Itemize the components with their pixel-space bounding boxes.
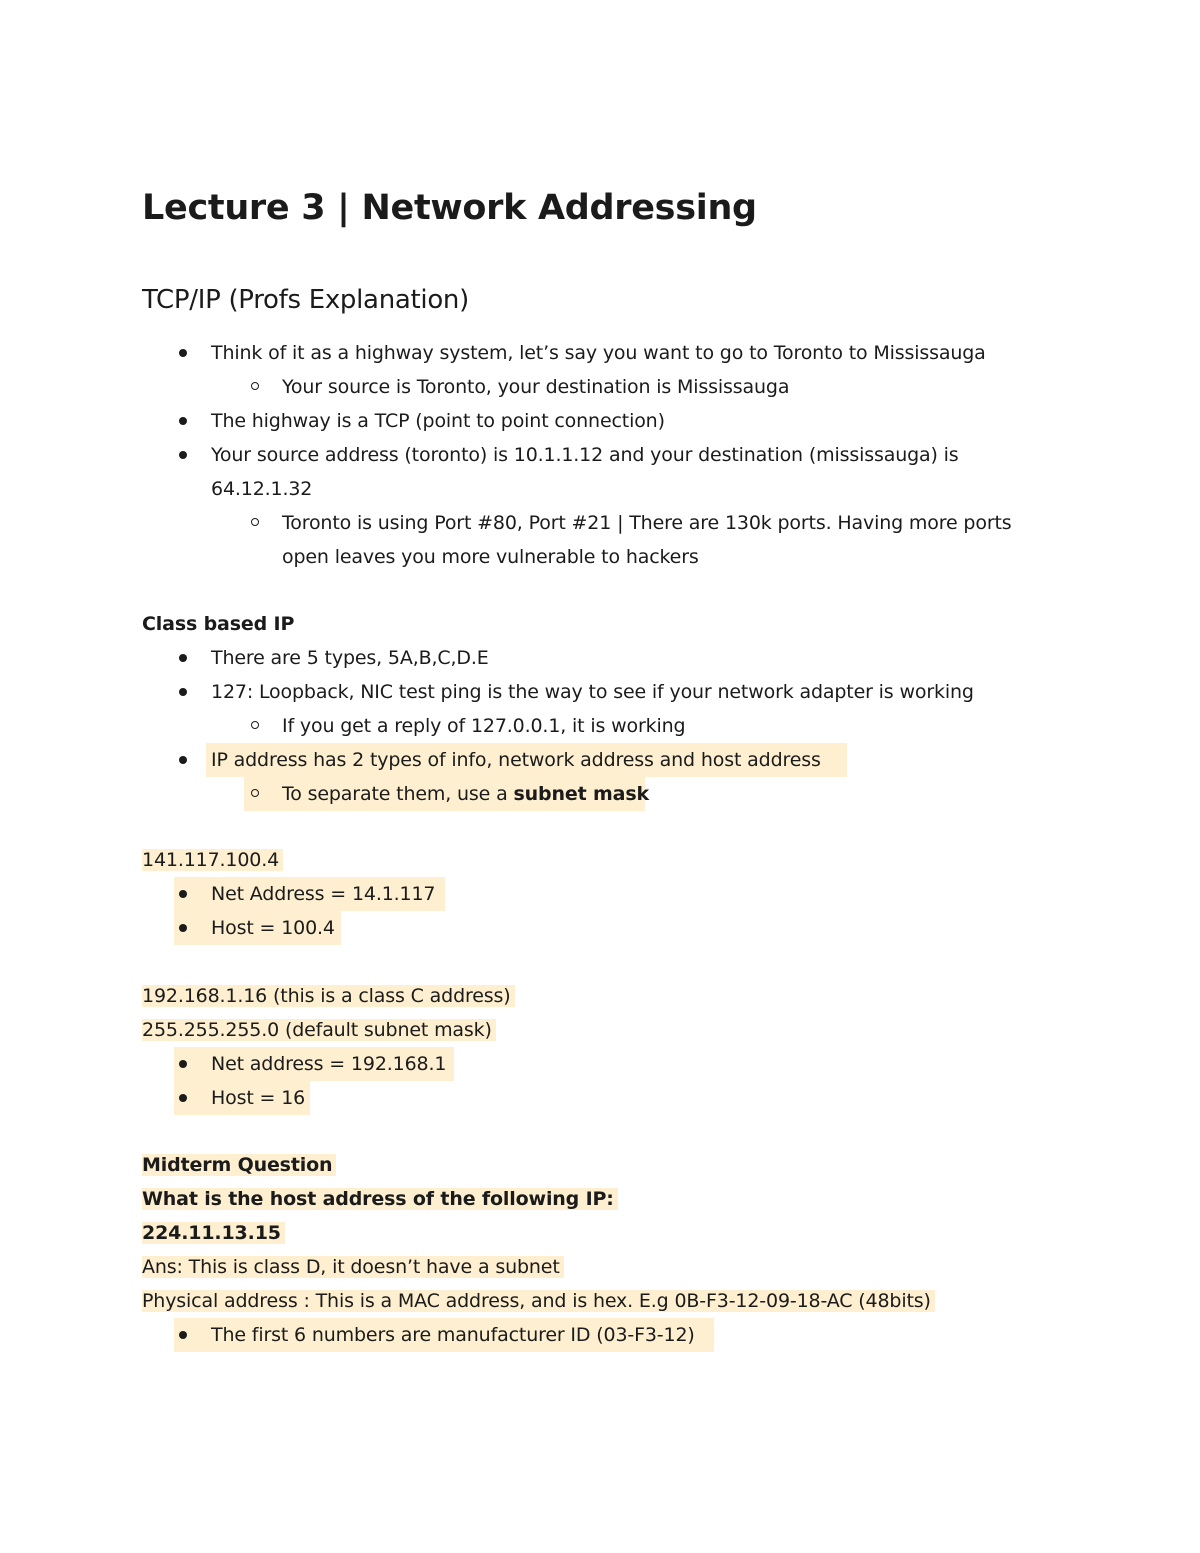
example-ip-text: 192.168.1.16 (this is a class C address) [142, 985, 515, 1007]
hollow-bullet-icon [251, 518, 259, 526]
midterm-question [142, 1182, 618, 1216]
example-ip [142, 843, 283, 877]
hollow-bullet-icon [251, 789, 259, 797]
midterm-ip-text: 224.11.13.15 [142, 1222, 285, 1244]
bullet-icon [179, 688, 187, 696]
list-item-highlighted [282, 777, 649, 811]
list-item-highlighted: Net address = 192.168.1 [211, 1053, 447, 1075]
bullet-icon [179, 1060, 187, 1068]
list-item: 127: Loopback, NIC test ping is the way to see if your network adapter is working [211, 681, 974, 703]
hollow-bullet-icon [251, 382, 259, 390]
example-ip-text: 141.117.100.4 [142, 849, 283, 871]
physical-address-note [142, 1284, 935, 1318]
bullet-icon [179, 1094, 187, 1102]
list-item: Think of it as a highway system, let’s say you want to go to Toronto to Mississauga [211, 342, 986, 364]
bullet-icon [179, 349, 187, 357]
bullet-icon [179, 924, 187, 932]
section-heading-tcpip: TCP/IP (Profs Explanation) [142, 285, 469, 315]
physical-address-text: Physical address : This is a MAC address, and is hex. E.g 0B-F3-12-09-18-AC (48bits) [142, 1290, 935, 1312]
section-heading-class-based-ip: Class based IP [142, 613, 295, 635]
example-mask [142, 1013, 496, 1047]
bullet-icon [179, 417, 187, 425]
list-item-highlighted: Net Address = 14.1.117 [211, 883, 436, 905]
list-item-continuation: open leaves you more vulnerable to hackers [282, 546, 699, 568]
list-item-highlighted: Host = 16 [211, 1087, 306, 1109]
subnet-mask-term: subnet mask [513, 783, 649, 805]
list-item: Your source address (toronto) is 10.1.1.12 and your destination (mississauga) is [211, 444, 959, 466]
list-item: Your source is Toronto, your destination is Mississauga [282, 376, 790, 398]
page-title: Lecture 3 | Network Addressing [142, 188, 757, 228]
bullet-icon [179, 451, 187, 459]
bullet-icon [179, 1331, 187, 1339]
midterm-answer-text: Ans: This is class D, it doesn’t have a subnet [142, 1256, 564, 1278]
midterm-heading-text: Midterm Question [142, 1154, 336, 1176]
midterm-heading [142, 1148, 336, 1182]
bullet-icon [179, 654, 187, 662]
bullet-icon [179, 890, 187, 898]
bullet-icon [179, 756, 187, 764]
subnet-text: To separate them, use a [282, 783, 514, 805]
list-item-continuation: 64.12.1.32 [211, 478, 313, 500]
list-item-highlighted: IP address has 2 types of info, network address and host address [211, 749, 821, 771]
example-ip [142, 979, 515, 1013]
hollow-bullet-icon [251, 721, 259, 729]
example-mask-text: 255.255.255.0 (default subnet mask) [142, 1019, 496, 1041]
midterm-answer [142, 1250, 564, 1284]
list-item: If you get a reply of 127.0.0.1, it is working [282, 715, 686, 737]
list-item-highlighted: Host = 100.4 [211, 917, 335, 939]
midterm-question-text: What is the host address of the following IP: [142, 1188, 618, 1210]
list-item-highlighted: The first 6 numbers are manufacturer ID (03-F3-12) [211, 1324, 695, 1346]
list-item: The highway is a TCP (point to point connection) [211, 410, 665, 432]
list-item: There are 5 types, 5A,B,C,D.E [211, 647, 489, 669]
midterm-ip [142, 1216, 285, 1250]
list-item: Toronto is using Port #80, Port #21 | There are 130k ports. Having more ports [282, 512, 1012, 534]
